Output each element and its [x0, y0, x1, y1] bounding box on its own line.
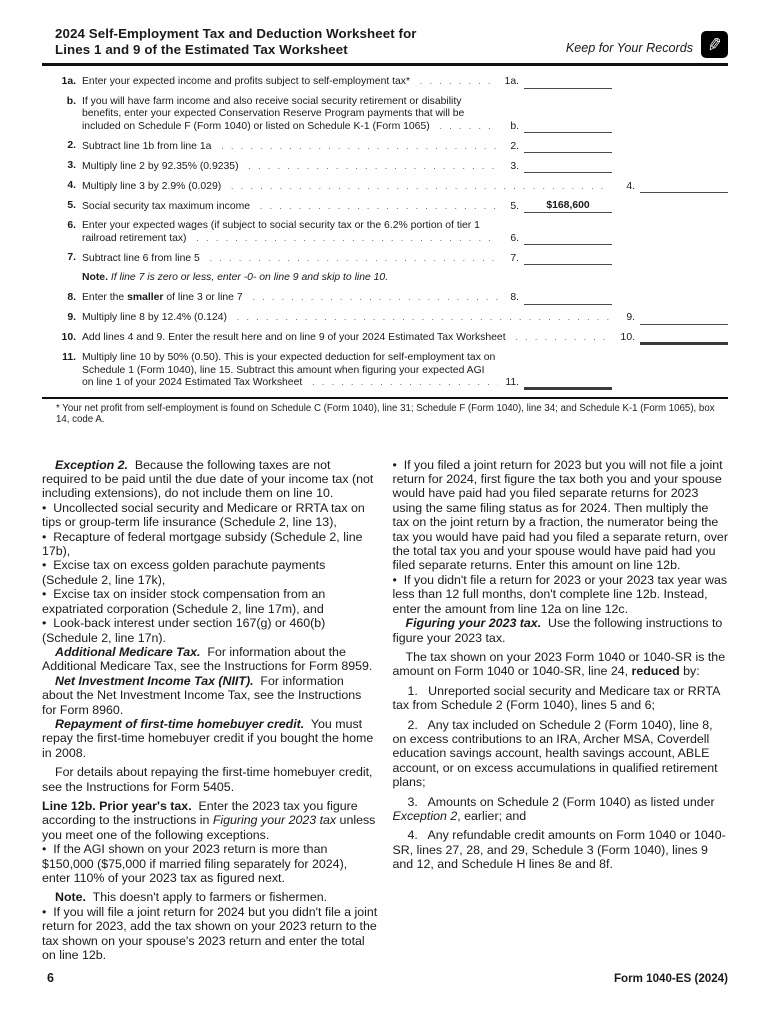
numbered-item [393, 684, 729, 713]
line-ref-label: 4. [626, 180, 635, 192]
paragraph [42, 674, 378, 717]
line-number: b. [66, 95, 76, 107]
text-segment: Subtract line 1b from line 1a [82, 140, 212, 152]
worksheet-footnote: * Your net profit from self-employment is found on Schedule C (Form 1040), line 31; Schedule F (Form 1040), line 34; and Schedule K-1 (Form 1065), box 14, code A. [56, 402, 715, 425]
keep-for-records-label: Keep for Your Records [565, 41, 693, 55]
line-ref-label: 3. [510, 160, 519, 172]
amount-field-11[interactable] [524, 377, 612, 390]
paragraph [42, 458, 378, 501]
title-line-2: Lines 1 and 9 of the Estimated Tax Worksheet [55, 42, 348, 57]
line-description [82, 253, 498, 266]
line-description [82, 161, 498, 174]
keep-for-records [566, 31, 728, 58]
line-ref-label: 10. [620, 332, 635, 344]
worksheet-row [42, 272, 728, 285]
text-segment: Exception 2 [392, 808, 458, 823]
text-segment: This doesn't apply to farmers or fishermen. [85, 890, 328, 905]
line-description [82, 220, 498, 245]
line-ref-label: 7. [510, 252, 519, 264]
text-segment: Because the following taxes are not required to be paid until the due date of your income tax (not including extensions), do not include them on line 10. [42, 457, 374, 501]
right-column [393, 458, 729, 963]
text-segment: For information about the Net Investment Income Tax, see the Instructions for Form 8960. [42, 673, 362, 717]
line-number: 4. [67, 180, 76, 192]
amount-field-6[interactable] [524, 232, 612, 245]
worksheet-row [42, 252, 728, 265]
text-segment: Multiply line 8 by 12.4% (0.124) [82, 312, 227, 324]
line-ref-label: 11. [505, 377, 519, 389]
title-line-1: 2024 Self-Employment Tax and Deduction Worksheet for [55, 26, 417, 41]
pencil-icon: ✎ [701, 31, 728, 58]
text-segment: of line 3 or line 7 [163, 292, 243, 304]
text-segment: • If the AGI shown on your 2023 return is more than $150,000 ($75,000 if married filing separately for 2024), enter 110% of your 2023 tax as figured next. [42, 842, 348, 886]
amount-field-1a[interactable] [524, 76, 612, 89]
text-segment: , earlier; and [457, 808, 527, 823]
amount-field-9[interactable] [640, 312, 728, 325]
paragraph [42, 799, 378, 842]
text-segment: 1. Unreported social security and Medicare tax or RRTA tax from Schedule 2 (Form 1040), lines 5 and 6; [392, 683, 720, 713]
text-segment: The tax shown on your 2023 Form 1040 or 1040-SR is the amount on Form 1040 or 1040-SR, line 24, [392, 649, 726, 679]
paragraph [42, 890, 378, 904]
line-ref-label: 9. [626, 312, 635, 324]
text-segment: Note. [82, 272, 108, 284]
text-segment: Add lines 4 and 9. Enter the result here and on line 9 of your 2024 Estimated Tax Worksheet [82, 332, 506, 344]
bullet-item [42, 558, 378, 587]
amount-field-4[interactable] [640, 180, 728, 193]
amount-field-10[interactable] [640, 332, 728, 345]
worksheet-row [42, 312, 728, 325]
line-ref-label: b. [510, 120, 519, 132]
line-number: 1a. [61, 75, 76, 87]
worksheet-header [42, 26, 728, 58]
bullet-item [42, 501, 378, 530]
line-ref-label: 5. [510, 200, 519, 212]
line-ref-label: 8. [510, 292, 519, 304]
line-number: 7. [67, 252, 76, 264]
line-number: 5. [67, 200, 76, 212]
numbered-item [393, 795, 729, 824]
amount-field-5 [524, 200, 612, 213]
line-description [82, 332, 610, 345]
instruction-columns [42, 458, 728, 963]
worksheet-row [42, 76, 728, 89]
worksheet-row [42, 180, 728, 193]
line-number: 2. [67, 140, 76, 152]
line-description [82, 76, 498, 89]
worksheet-rows [42, 76, 728, 390]
text-segment: by: [679, 664, 700, 679]
text-segment: Multiply line 3 by 2.9% (0.029) [82, 180, 222, 192]
text-segment: Use the following instructions to figure your 2023 tax. [392, 616, 723, 645]
text-segment: If you will have farm income and also receive social security retirement or disability benefits, enter your expected Conservation Reserve Program payments that will be included on Schedule F (Form 1040) or listed on Schedule K-1 (Form 1065) [82, 95, 465, 132]
line-number: 10. [61, 332, 76, 344]
text-segment: smaller [127, 292, 164, 304]
text-segment: Exception 2. [55, 457, 128, 472]
text-segment: Enter the [82, 292, 128, 304]
text-segment: • Recapture of federal mortgage subsidy (Schedule 2, line 17b), [42, 529, 363, 559]
line-number: 11. [62, 352, 76, 364]
amount-field-b[interactable] [524, 120, 612, 133]
amount-field-8[interactable] [524, 292, 612, 305]
page-footer [42, 971, 728, 985]
form-id-label: Form 1040-ES (2024) [613, 972, 728, 985]
bullet-item [42, 842, 378, 885]
numbered-item [393, 718, 729, 790]
paragraph [393, 616, 729, 645]
text-segment: • If you will file a joint return for 2024 but you didn't file a joint return for 2023, add the tax shown on your 2023 return to the tax shown on your spouse's 2023 return and enter the total on line 12b. [42, 904, 378, 963]
text-segment: Subtract line 6 from line 5 [82, 252, 200, 264]
text-segment: • Uncollected social security and Medicare or RRTA tax on tips or group-term life insurance (Schedule 2, line 13), [42, 500, 365, 530]
line-number: 6. [67, 220, 76, 232]
line-description [82, 272, 728, 285]
text-segment: Social security tax maximum income [82, 200, 251, 212]
worksheet-bottom-divider [42, 397, 728, 399]
worksheet-row [42, 352, 728, 390]
worksheet-row [42, 140, 728, 153]
worksheet-row [42, 220, 728, 245]
text-segment: • Excise tax on excess golden parachute payments (Schedule 2, line 17k), [42, 558, 326, 587]
bullet-item [393, 573, 729, 616]
text-segment: Multiply line 10 by 50% (0.50). This is your expected deduction for self-employment tax on Schedule 1 (Form 1040), line 15. Subtract this amount when figuring your expected AGI on line 1 of your 2024 Estimated Tax Worksheet [82, 352, 496, 389]
text-segment: Enter your expected wages (if subject to social security tax or the 6.2% portion of tier 1 railroad retirement tax) [82, 220, 480, 244]
paragraph [42, 645, 378, 674]
line-ref-label: 2. [510, 140, 519, 152]
text-segment: • If you didn't file a return for 2023 or your 2023 tax year was less than 12 full months, don't complete line 12b. Instead, enter the amount from line 12a on line 12c. [392, 572, 728, 616]
worksheet [42, 66, 728, 390]
paragraph [393, 650, 729, 679]
text-segment: 3. Amounts on Schedule 2 (Form 1040) as listed under [407, 794, 715, 809]
worksheet-row [42, 292, 728, 305]
text-segment: Enter your expected income and profits subject to self-employment tax* [82, 75, 411, 87]
text-segment: Note. [55, 890, 86, 905]
amount-field-2[interactable] [524, 140, 612, 153]
text-segment: Additional Medicare Tax. [55, 644, 201, 659]
text-segment: Net Investment Income Tax (NIIT). [55, 673, 254, 688]
amount-field-3[interactable] [524, 160, 612, 173]
text-segment: For information about the Additional Medicare Tax, see the Instructions for Form 8959. [42, 644, 373, 674]
numbered-item [393, 828, 729, 871]
text-segment: unless you meet one of the following exceptions. [42, 813, 376, 842]
line-description [82, 352, 498, 390]
text-segment: • Excise tax on insider stock compensation from an expatriated corporation (Schedule 2, line 17m), and [42, 587, 326, 616]
text-segment: Figuring your 2023 tax. [405, 616, 542, 631]
worksheet-row [42, 160, 728, 173]
bullet-item [42, 616, 378, 645]
worksheet-row [42, 96, 728, 134]
line-number: 8. [67, 292, 76, 304]
text-segment: • If you filed a joint return for 2023 but you will not file a joint return for 2024, first figure the tax both you and your spouse would have paid had you filed separate returns for 2023 using the same filing status as for 2024. Then multiply the tax on the joint return by a fraction, the numerator being the tax you would have paid had you filed a separate return, over the total tax you and your spouse would have paid had you filed separate returns. Enter this amount on line 12b. [392, 457, 728, 573]
line-description [82, 312, 610, 325]
line-description [82, 96, 498, 134]
text-segment: Enter the 2023 tax you figure according to the instructions in [42, 798, 358, 828]
bullet-item [42, 587, 378, 616]
line-description [82, 201, 498, 214]
text-segment: • Look-back interest under section 167(g) or 460(b) (Schedule 2, line 17n). [42, 616, 326, 645]
amount-field-7[interactable] [524, 252, 612, 265]
text-segment: reduced [631, 664, 680, 679]
left-column [42, 458, 378, 963]
line-description [82, 141, 498, 154]
bullet-item [42, 905, 378, 963]
text-segment: Multiply line 2 by 92.35% (0.9235) [82, 160, 239, 172]
text-segment: You must repay the first-time homebuyer credit if you bought the home in 2008. [42, 716, 374, 760]
line-ref-label: 1a. [504, 75, 519, 87]
bullet-item [42, 530, 378, 559]
worksheet-row [42, 200, 728, 213]
line-number: 9. [67, 312, 76, 324]
line-description [82, 181, 610, 194]
worksheet-row [42, 332, 728, 345]
line-ref-label: 6. [510, 232, 519, 244]
amount-value: $168,600 [546, 199, 590, 211]
page-number: 6 [47, 971, 54, 985]
text-segment: Figuring your 2023 tax [212, 813, 337, 828]
paragraph [42, 765, 378, 794]
text-segment: If line 7 is zero or less, enter -0- on line 9 and skip to line 10. [107, 272, 389, 284]
page-title [42, 26, 417, 58]
line-number: 3. [67, 160, 76, 172]
text-segment: Line 12b. Prior year's tax. [42, 798, 192, 813]
text-segment: Repayment of first-time homebuyer credit. [55, 716, 305, 731]
paragraph [42, 717, 378, 760]
text-segment: 4. Any refundable credit amounts on Form 1040 or 1040-SR, lines 27, 28, and 29, Schedule 3 (Form 1040), lines 9 and 12, and Schedule H lines 8e and 8f. [392, 828, 726, 872]
bullet-item [393, 458, 729, 573]
text-segment: 2. Any tax included on Schedule 2 (Form 1040), line 8, on excess contributions to an IRA, Archer MSA, Coverdell education savings account, health savings account, ABLE account, or on excess accumulations in qualified retirement plans; [392, 717, 718, 790]
line-description [82, 292, 498, 305]
text-segment: For details about repaying the first-time homebuyer credit, see the Instructions for Form 5405. [42, 765, 373, 794]
